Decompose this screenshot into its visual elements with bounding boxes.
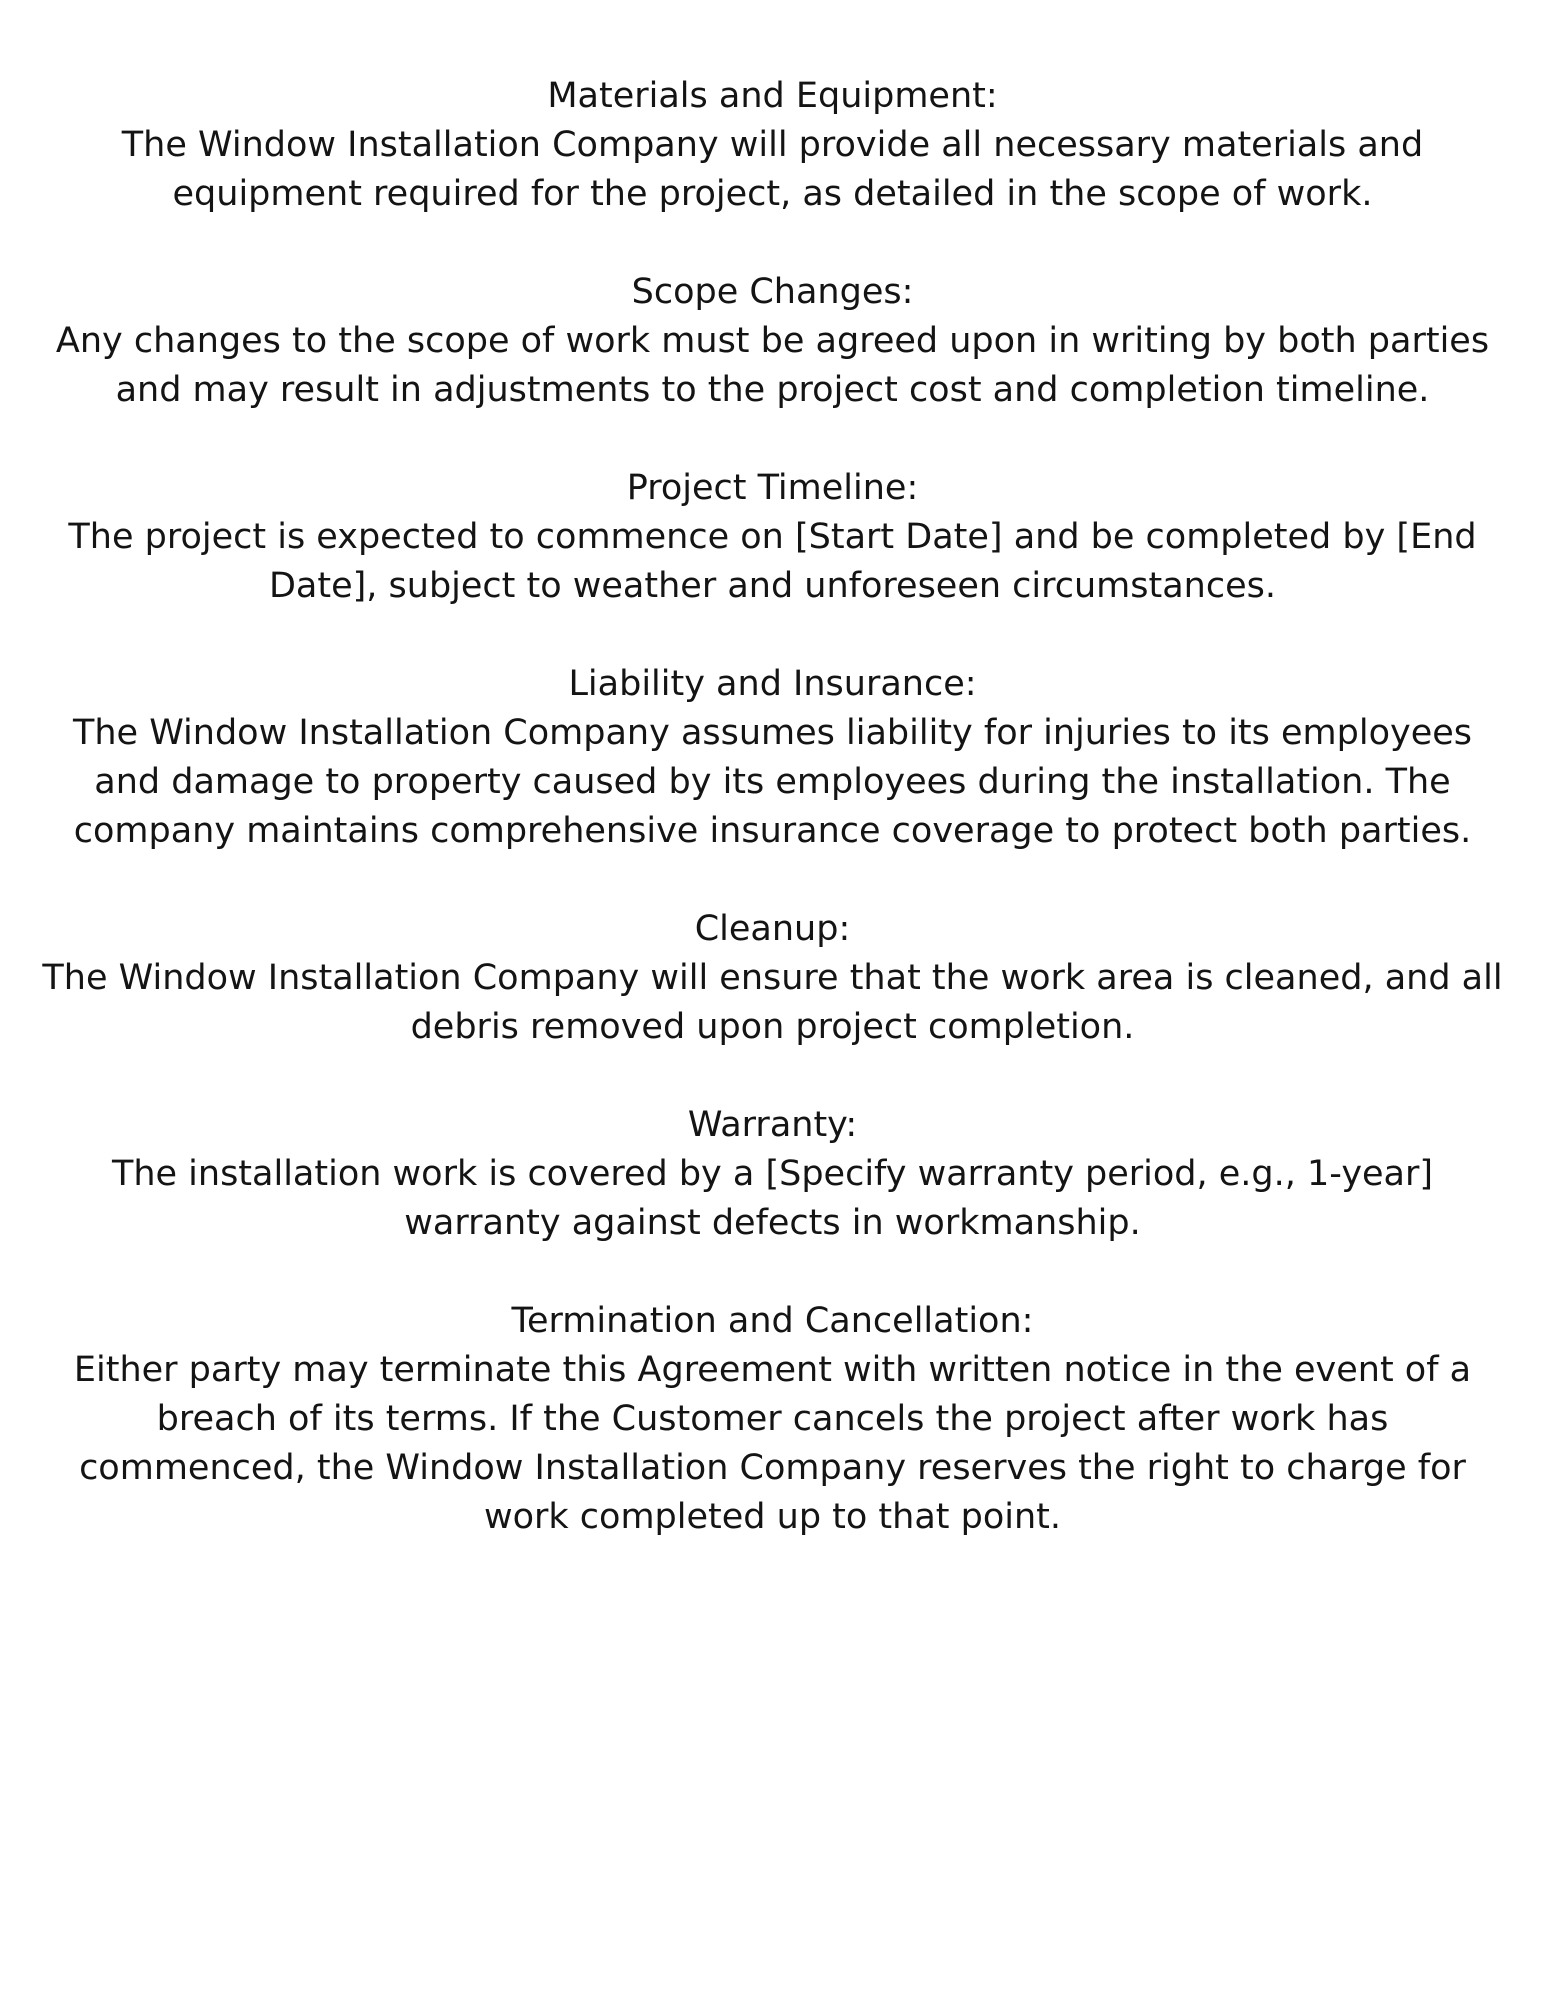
section-warranty (40, 1101, 1505, 1248)
section-body: Any changes to the scope of work must be agreed upon in writing by both parties and may result in adjustments to the project cost and completion timeline. (55, 321, 1490, 410)
section-scope-changes (40, 268, 1505, 415)
section-heading: Project Timeline: (626, 468, 919, 508)
section-materials-and-equipment (40, 72, 1505, 219)
section-body: The installation work is covered by a [Specify warranty period, e.g., 1-year] warranty against defects in workmanship. (111, 1154, 1434, 1243)
section-body: The project is expected to commence on [Start Date] and be completed by [End Date], subject to weather and unforeseen circumstances. (68, 517, 1477, 606)
section-heading: Cleanup: (694, 909, 851, 949)
section-heading: Warranty: (687, 1105, 858, 1145)
section-body: The Window Installation Company will ensure that the work area is cleaned, and all debris removed upon project completion. (42, 958, 1503, 1047)
section-heading: Termination and Cancellation: (511, 1301, 1034, 1341)
section-heading: Scope Changes: (631, 272, 914, 312)
section-body: The Window Installation Company assumes liability for injuries to its employees and damage to property caused by its employees during the installation. The company maintains comprehensive insurance coverage to protect both parties. (72, 713, 1473, 851)
section-cleanup (40, 905, 1505, 1052)
document-page (40, 72, 1505, 1542)
section-liability-and-insurance (40, 660, 1505, 856)
section-termination-and-cancellation (40, 1297, 1505, 1542)
section-body: Either party may terminate this Agreement with written notice in the event of a breach of its terms. If the Customer cancels the project after work has commenced, the Window Installation Company reserves the right to charge for work completed up to that point. (73, 1350, 1472, 1537)
section-project-timeline (40, 464, 1505, 611)
section-body: The Window Installation Company will provide all necessary materials and equipment required for the project, as detailed in the scope of work. (121, 125, 1424, 214)
section-heading: Materials and Equipment: (547, 76, 998, 116)
section-heading: Liability and Insurance: (568, 664, 977, 704)
